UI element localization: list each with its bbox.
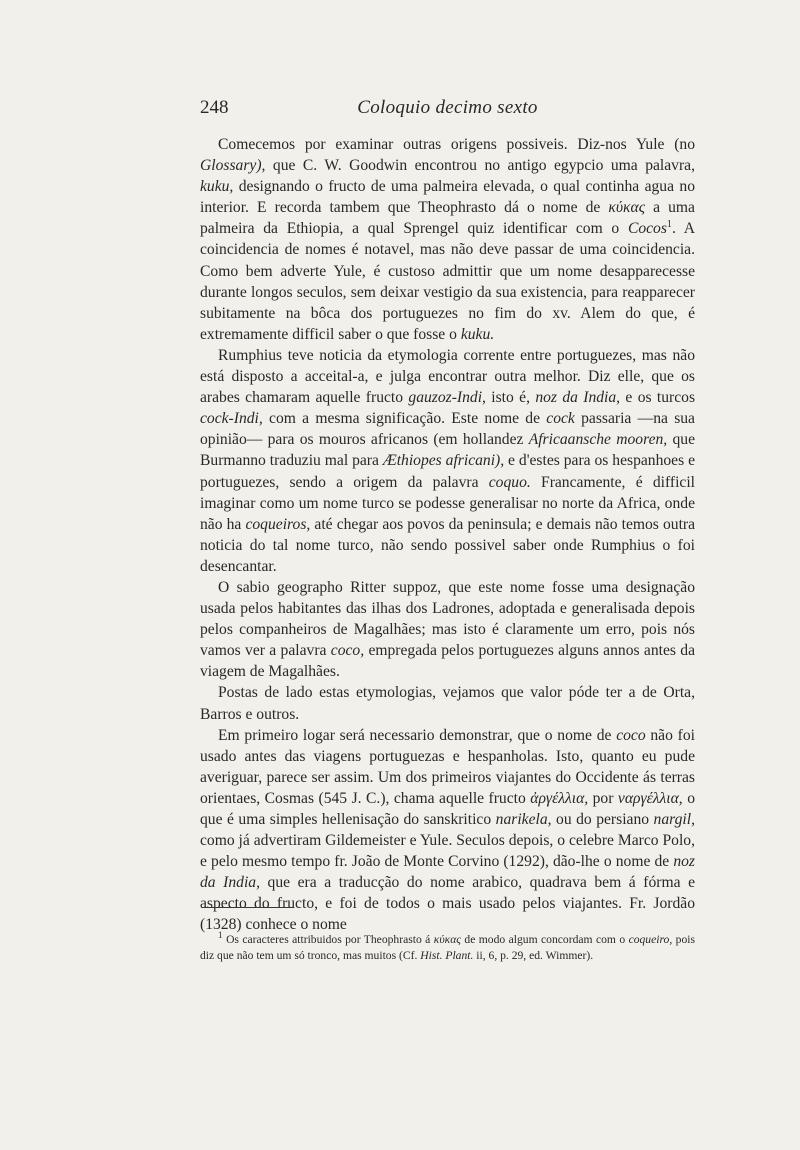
text-run: a uma palmeira da Ethiopia, a qual Sprengel quiz identificar com o [200,199,695,238]
paragraph [200,682,695,724]
text-run: Francamente, é difficil imaginar como um nome turco se podesse generalisar no norte da Africa, onde não ha [200,473,696,533]
italic-text: coqueiro, [628,933,673,946]
italic-text: gauzoz-Indi, [408,389,486,407]
text-run: ou do persiano [551,811,654,828]
italic-text: ναργέλλια, [617,789,683,807]
footnote-text [200,932,695,965]
body-text [200,134,695,936]
italic-text: noz da India, [535,389,621,407]
text-run: de modo algum concordam com o [461,933,629,946]
italic-text: noz da India, [200,853,695,892]
italic-text: narikela, [495,811,552,828]
italic-text: Africaansche mooren, [528,431,668,449]
italic-text: Æthiopes africani), [382,452,505,470]
footnote-divider [203,907,293,908]
text-run: e d'estes para os hespanhoes e portuguezes, sendo a origem da palavra [200,452,696,491]
italic-text: κύκας [433,933,461,946]
text-run: designando o fructo de uma palmeira elevada, o qual continha agua no interior. E recorda tambem que Theophrasto dá o nome de [200,178,695,217]
text-run: . A coincidencia de nomes é notavel, mas não deve passar de uma coincidencia. Como bem adverte Yule, é custoso admittir que um nome desapparecesse durante longos seculos, sem deixar vestigio da sua existencia, para reapparecer subitamente na bôca dos portuguezes no fim do xv. Alem do que, é extremamente difficil saber o que fosse o [200,220,696,343]
page-header [200,97,695,123]
text-run: Postas de lado estas etymologias, vejamos que valor póde ter a de Orta, Barros e outros. [200,684,695,723]
footnote-marker: 1 [666,219,672,231]
italic-text: coco [616,726,646,744]
text-run: não foi usado antes das viagens portuguezas e hespanholas. Isto, quanto eu pude averiguar, parece ser assim. Um dos primeiros viajantes do Occidente ás terras orientaes, Cosmas (545 J. C.), chama aquelle fructo [200,726,695,807]
italic-text: cock-Indi, [200,410,263,428]
text-run: que Burmanno traduziu mal para [200,431,695,470]
text-run: e os turcos [620,389,696,407]
footnote-marker: 1 [218,931,223,942]
italic-text: coquo. [488,473,531,491]
text-run: isto é, [485,389,536,407]
italic-text: coqueiros, [245,515,311,533]
text-run: Comecemos por examinar outras origens possiveis. Diz-nos Yule (no [218,136,695,153]
paragraph [200,577,695,682]
italic-text: cock [546,410,575,428]
text-run: Em primeiro logar será necessario demonstrar, que o nome de [218,726,617,744]
italic-text: kuku, [200,178,234,196]
italic-text: coco, [330,642,365,660]
page-number: 248 [200,97,229,118]
italic-text: Hist. Plant. [420,949,474,963]
text-run: com a mesma significação. Este nome de [262,410,547,428]
text-run: ii, 6, p. 29, ed. Wimmer). [473,949,594,963]
text-run: Os caracteres attribuidos por Theophrasto á [222,933,434,946]
text-run: até chegar aos povos da peninsula; e demais não temos outra noticia do tal nome turco, não sendo possivel saber onde Rumphius o foi desencantar. [200,515,696,575]
running-title: Coloquio decimo sexto [357,97,538,118]
footnote [200,932,695,965]
paragraph [200,134,695,345]
italic-text: Cocos [627,220,667,238]
text-run: O sabio geographo Ritter suppoz, que este nome fosse uma designação usada pelos habitantes das ilhas dos Ladrones, adoptada e generalisada depois pelos companheiros de Magalhães; mas isto é claramente um erro, pois nós vamos ver a palavra [200,578,695,660]
text-run: como já advertiram Gildemeister e Yule. Seculos depois, o celebre Marco Polo, e pelo mesmo tempo fr. João de Monte Corvino (1292), dão-lhe o nome de [200,832,695,871]
text-run: que C. W. Goodwin encontrou no antigo egypcio uma palavra, [265,157,695,175]
italic-text: κύκας [608,199,646,217]
text-run: pois diz que não tem um só tronco, mas muitos (Cf. [200,933,695,963]
paragraph [200,725,695,936]
text-run: passaria —na sua opinião— para os mouros africanos (em hollandez [200,410,695,449]
text-run: por [588,789,618,807]
text-run: empregada pelos portuguezes alguns annos antes da viagem de Magalhães. [200,642,695,681]
italic-text: ἀργέλλια, [530,789,589,807]
text-run: Rumphius teve noticia da etymologia corrente entre portuguezes, mas não está disposto a acceital-a, e julga encontrar outra melhor. Diz elle, que os arabes chamaram aquelle fructo [200,346,695,407]
paragraph [200,345,695,577]
italic-text: Glossary), [200,157,266,175]
italic-text: kuku. [460,325,495,343]
italic-text: nargil, [653,811,695,828]
text-run: o que é uma simples hellenisação do sanskritico [200,789,695,828]
text-run: que era a traducção do nome arabico, quadrava bem á fórma e aspecto do fructo, e foi de todos o mais usado pelos viajantes. Fr. Jordão (1328) conhece o nome [200,874,695,934]
